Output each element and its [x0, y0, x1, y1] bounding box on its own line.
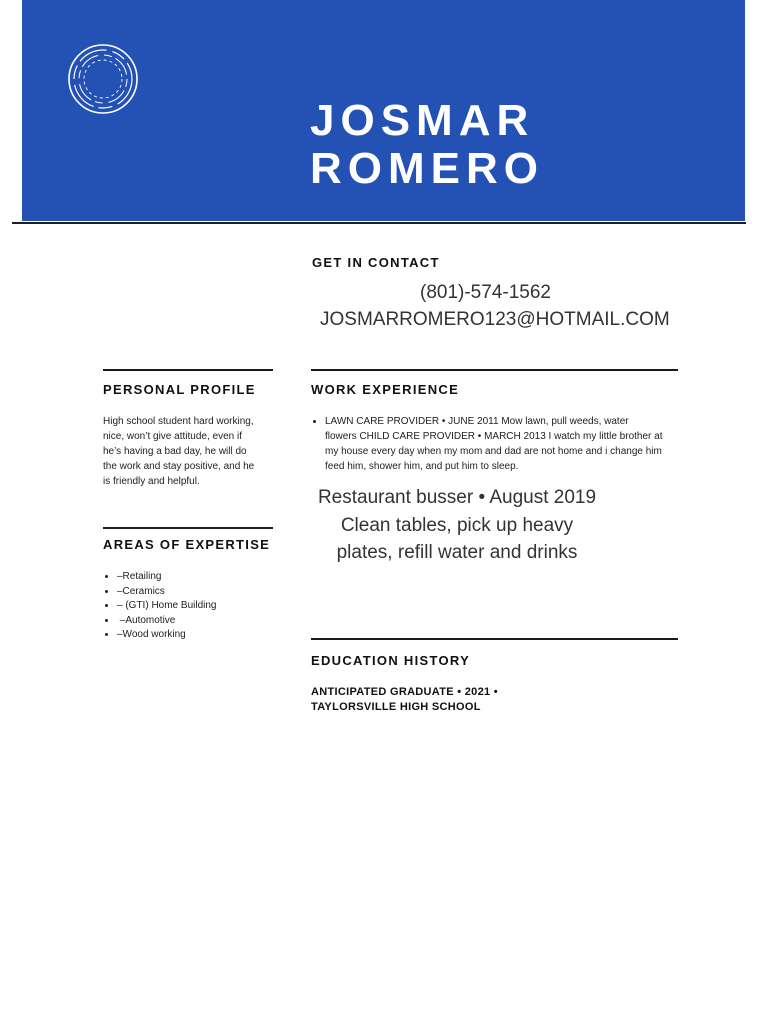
work-line: my house every day when my mom and dad are not home and i change him	[325, 446, 662, 457]
restaurant-duty-line: plates, refill water and drinks	[336, 542, 578, 563]
expertise-heading: AREAS OF EXPERTISE	[103, 537, 271, 552]
education-line: TAYLORSVILLE HIGH SCHOOL	[311, 701, 481, 713]
contact-heading: GET IN CONTACT	[312, 255, 440, 270]
profile-line: High school student hard working,	[103, 416, 254, 427]
work-line: feed him, shower him, and put him to sleep.	[325, 461, 519, 472]
restaurant-job	[307, 484, 607, 567]
education-line: ANTICIPATED GRADUATE • 2021 •	[311, 686, 498, 698]
email-address: JOSMARROMERO123@HOTMAIL.COM	[320, 309, 670, 330]
profile-line: he’s having a bad day, he will do	[103, 446, 247, 457]
education-heading: EDUCATION HISTORY	[311, 653, 471, 668]
profile-heading: PERSONAL PROFILE	[103, 382, 256, 397]
work-line: flowers CHILD CARE PROVIDER • MARCH 2013 I watch my little brother at	[325, 431, 663, 442]
restaurant-duty-line: Clean tables, pick up heavy	[340, 514, 574, 536]
work-list	[311, 414, 695, 474]
profile-line: nice, won’t give attitude, even if	[103, 431, 242, 442]
profile-text	[103, 414, 278, 489]
list-item: • –Retailing	[117, 570, 287, 585]
list-item	[325, 414, 695, 474]
emblem-icon	[66, 42, 140, 116]
list-item: • –Automotive	[117, 614, 287, 629]
first-name: JOSMAR	[310, 96, 535, 145]
work-heading: WORK EXPERIENCE	[311, 382, 460, 397]
education-divider	[311, 638, 678, 640]
expertise-divider	[103, 527, 273, 529]
list-item: • –Ceramics	[117, 585, 287, 600]
last-name: ROMERO	[310, 144, 544, 193]
profile-divider	[103, 369, 273, 371]
expertise-list	[103, 570, 287, 643]
profile-line: is friendly and helpful.	[103, 476, 200, 487]
work-divider	[311, 369, 678, 371]
restaurant-title: Restaurant busser • August 2019	[317, 487, 597, 508]
phone-number: (801)-574-1562	[420, 282, 551, 303]
work-line: LAWN CARE PROVIDER • JUNE 2011 Mow lawn, pull weeds, water	[325, 416, 629, 427]
list-item: • –Wood working	[117, 628, 287, 643]
header-divider	[12, 222, 746, 224]
profile-line: the work and stay positive, and he	[103, 461, 255, 472]
list-item: • – (GTI) Home Building	[117, 599, 287, 614]
